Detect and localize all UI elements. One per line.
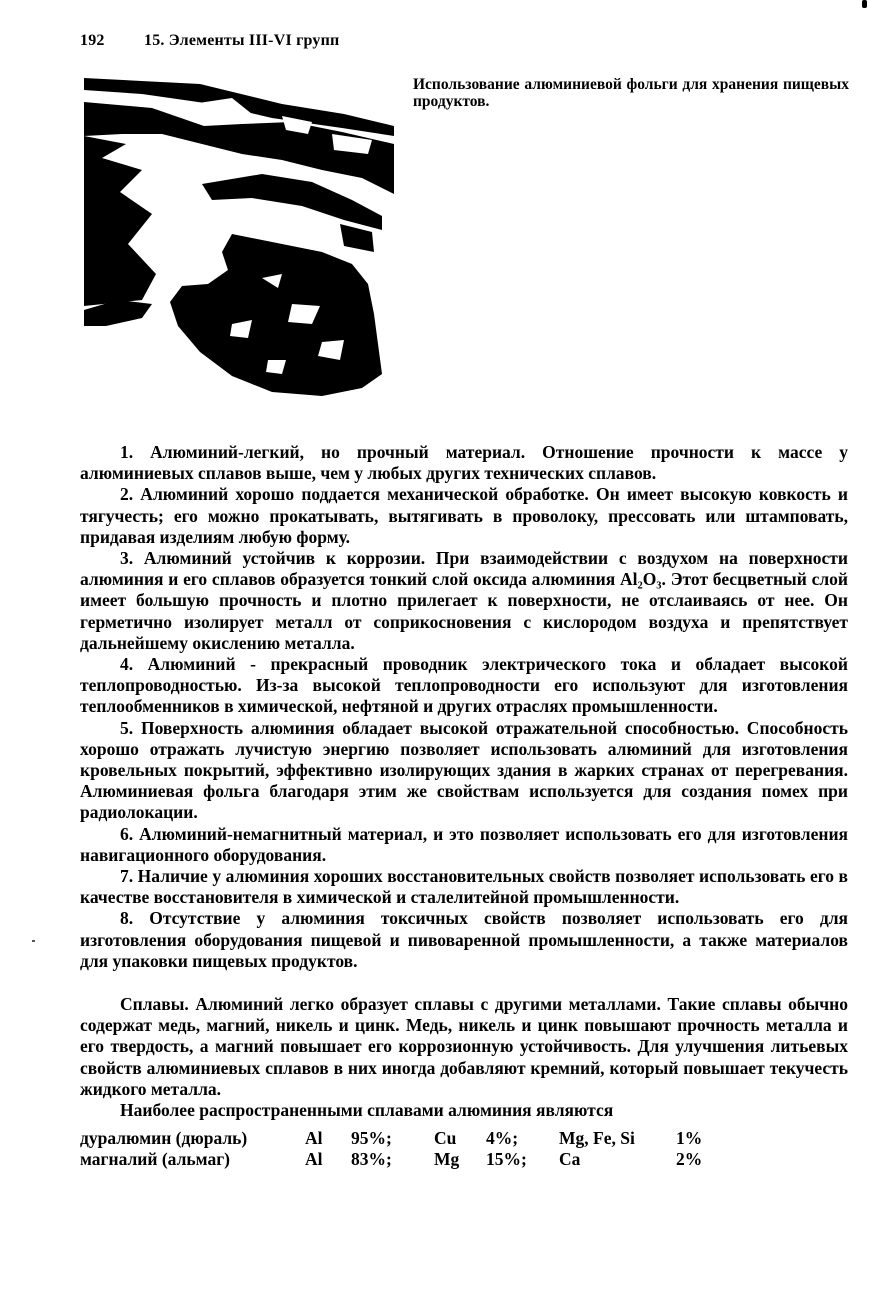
alloys-paragraph bbox=[80, 994, 848, 1100]
page-header bbox=[80, 32, 339, 50]
element: Mg bbox=[434, 1149, 460, 1169]
page-number: 192 bbox=[80, 32, 105, 49]
percent: 95%; bbox=[351, 1128, 392, 1148]
element: Al bbox=[305, 1128, 323, 1148]
element: Cu bbox=[434, 1128, 457, 1148]
percent: 4%; bbox=[486, 1128, 519, 1148]
property-paragraph-7: 7. Наличие у алюминия хороших восстановительных свойств позволяет использовать его в качестве восстановителя в химической и сталелитейной промышленности. bbox=[80, 866, 848, 908]
alloy-name: магналий (альмаг) bbox=[80, 1149, 230, 1169]
running-title: 15. Элементы III-VI групп bbox=[144, 32, 340, 49]
alloy-name: дуралюмин (дюраль) bbox=[80, 1128, 248, 1148]
element: Mg, Fe, Si bbox=[559, 1128, 635, 1148]
property-paragraph-4: 4. Алюминий - прекрасный проводник электрического тока и обладает высокой теплопроводностью. Из-за высокой теплопроводности его используют для изготовления теплообменников в химической, нефтяной и других отраслях промышленности. bbox=[80, 654, 848, 717]
article-body bbox=[80, 442, 848, 1121]
alloy-composition-table bbox=[80, 1128, 702, 1170]
table-row bbox=[80, 1149, 702, 1170]
table-row bbox=[80, 1128, 702, 1149]
property-paragraph-3: 3. Алюминий устойчив к коррозии. При взаимодействии с воздухом на поверхности алюминия и его сплавов образуется тонкий слой оксида алюминия Al₂O₃. Этот бесцветный слой имеет большую прочность и плотно прилегает к поверхности, не отслаиваясь от нее. Он герметично изолирует металл от соприкосновения с кислородом воздуха и препятствует дальнейшему окислению металла. bbox=[80, 548, 848, 653]
percent: 15%; bbox=[486, 1149, 527, 1169]
property-paragraph-6: 6. Алюминий-немагнитный материал, и это позволяет использовать его для изготовления навигационного оборудования. bbox=[80, 823, 848, 865]
percent: 2% bbox=[676, 1149, 703, 1169]
percent: 83%; bbox=[351, 1149, 392, 1169]
aluminum-foil-food-photo bbox=[82, 74, 396, 400]
alloys-lead-word: Сплавы. bbox=[120, 994, 189, 1015]
element: Al bbox=[305, 1149, 323, 1169]
figure-caption: Использование алюминиевой фольги для хранения пищевых продуктов. bbox=[413, 76, 849, 110]
property-paragraph-2: 2. Алюминий хорошо поддается механической обработке. Он имеет высокую ковкость и тягучесть; его можно прокатывать, вытягивать в проволоку, прессовать или штамповать, придавая изделиям любую форму. bbox=[80, 484, 848, 547]
percent: 1% bbox=[676, 1128, 703, 1148]
alloys-intro: Наиболее распространенными сплавами алюминия являются bbox=[120, 1100, 614, 1121]
scan-artifact bbox=[862, 0, 867, 8]
property-paragraph-1: 1. Алюминий-легкий, но прочный материал. Отношение прочности к массе у алюминиевых сплавов выше, чем у любых других технических сплавов. bbox=[80, 442, 848, 484]
scan-speck bbox=[32, 940, 35, 942]
property-paragraph-8: 8. Отсутствие у алюминия токсичных свойств позволяет использовать его для изготовления оборудования пищевой и пивоваренной промышленности, а также материалов для упаковки пищевых продуктов. bbox=[80, 908, 848, 971]
property-paragraph-5: 5. Поверхность алюминия обладает высокой отражательной способностью. Способность хорошо отражать лучистую энергию позволяет использовать алюминий для изготовления кровельных покрытий, эффективно изолирующих здания в жарких странах от перегревания. Алюминиевая фольга благодаря этим же свойствам используется для создания помех при радиолокации. bbox=[80, 717, 848, 823]
alloys-text: Алюминий легко образует сплавы с другими металлами. Такие сплавы обычно содержат медь, магний, никель и цинк. Медь, никель и цинк повышают прочность металла и его твердость, а магний повышает его коррозионную устойчивость. Для улучшения литьевых свойств алюминиевых сплавов в них иногда добавляют кремний, который повышает текучесть жидкого металла. bbox=[80, 994, 848, 1099]
element: Ca bbox=[559, 1149, 581, 1169]
